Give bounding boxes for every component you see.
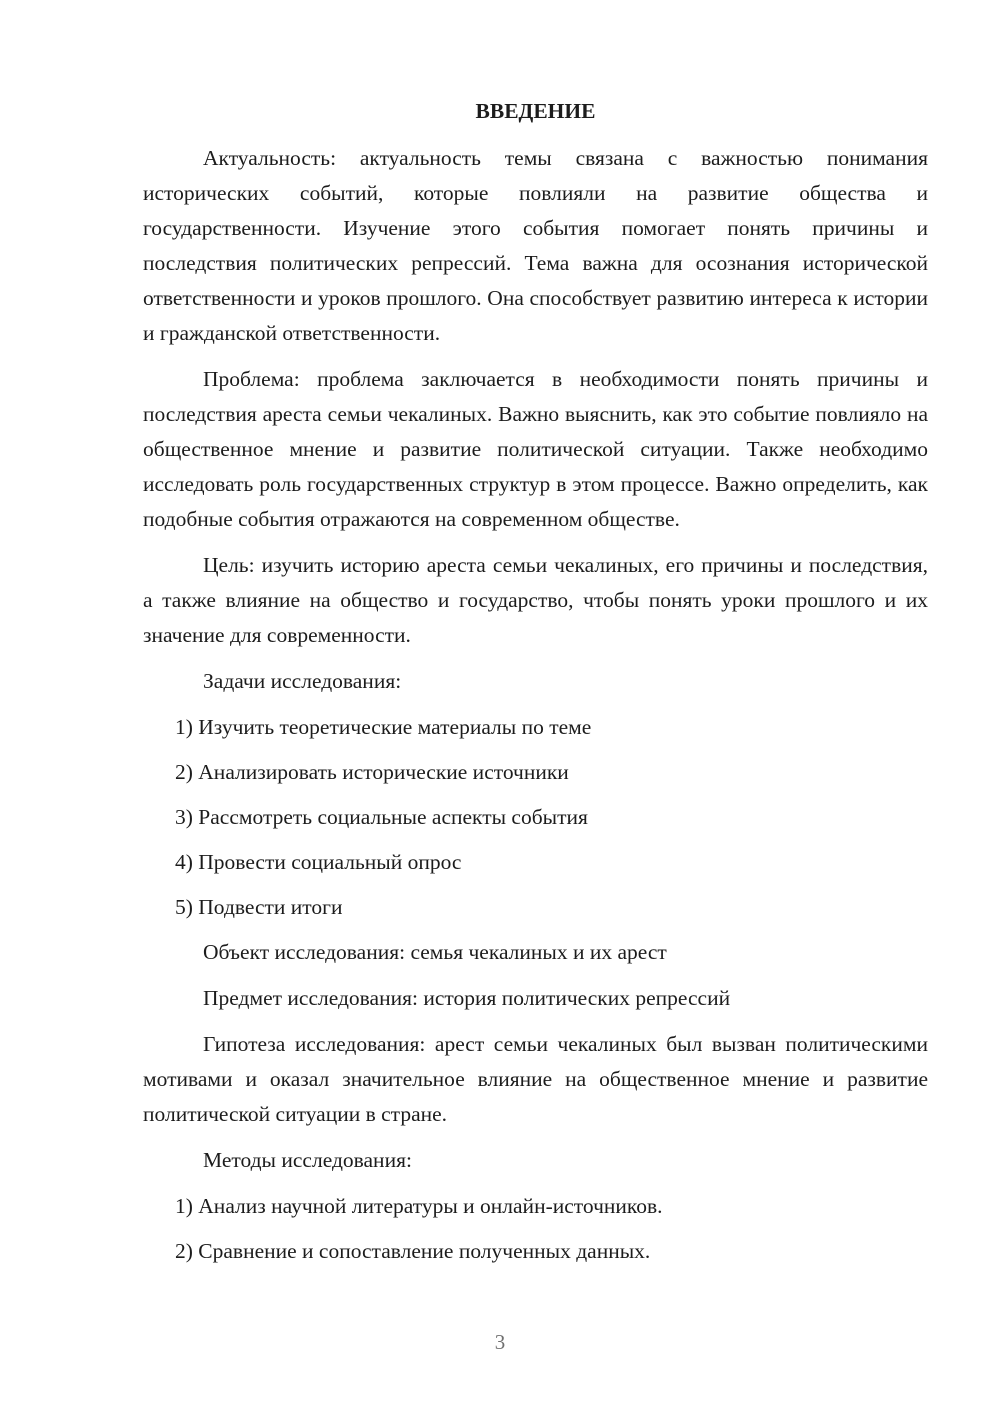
task-item: 1) Изучить теоретические материалы по теме bbox=[175, 715, 592, 739]
task-item: 5) Подвести итоги bbox=[175, 895, 343, 919]
tasks-heading: Задачи исследования: bbox=[203, 669, 402, 693]
task-item: 2) Анализировать исторические источники bbox=[175, 760, 569, 784]
method-item: 2) Сравнение и сопоставление полученных данных. bbox=[175, 1239, 651, 1263]
research-subject: Предмет исследования: история политических репрессий bbox=[203, 986, 731, 1010]
task-item: 3) Рассмотреть социальные аспекты события bbox=[175, 805, 588, 829]
problem-paragraph: Проблема: проблема заключается в необходимости понять причины и последствия ареста семьи чекалиных. Важно выяснить, как это событие повлияло на общественное мнение и развитие политической ситуации. Также необходимо исследовать роль государственных структур в этом процессе. Важно определить, как подобные события отражаются на современном обществе. bbox=[143, 367, 928, 531]
document-body bbox=[143, 94, 928, 1279]
research-object: Объект исследования: семья чекалиных и их арест bbox=[203, 940, 667, 964]
hypothesis-paragraph: Гипотеза исследования: арест семьи чекалиных был вызван политическими мотивами и оказал значительное влияние на общественное мнение и развитие политической ситуации в стране. bbox=[143, 1032, 928, 1126]
goal-paragraph: Цель: изучить историю ареста семьи чекалиных, его причины и последствия, а также влияние на общество и государство, чтобы понять уроки прошлого и их значение для современности. bbox=[143, 553, 928, 647]
task-item: 4) Провести социальный опрос bbox=[175, 850, 462, 874]
section-title: ВВЕДЕНИЕ bbox=[475, 99, 596, 123]
page-number: 3 bbox=[494, 1330, 506, 1354]
relevance-paragraph: Актуальность: актуальность темы связана с важностью понимания исторических событий, которые повлияли на развитие общества и государственности. Изучение этого события помогает понять причины и последствия политических репрессий. Тема важна для осознания исторической ответственности и уроков прошлого. Она способствует развитию интереса к истории и гражданской ответственности. bbox=[143, 146, 928, 345]
methods-heading: Методы исследования: bbox=[203, 1148, 412, 1172]
method-item: 1) Анализ научной литературы и онлайн-источников. bbox=[175, 1194, 663, 1218]
